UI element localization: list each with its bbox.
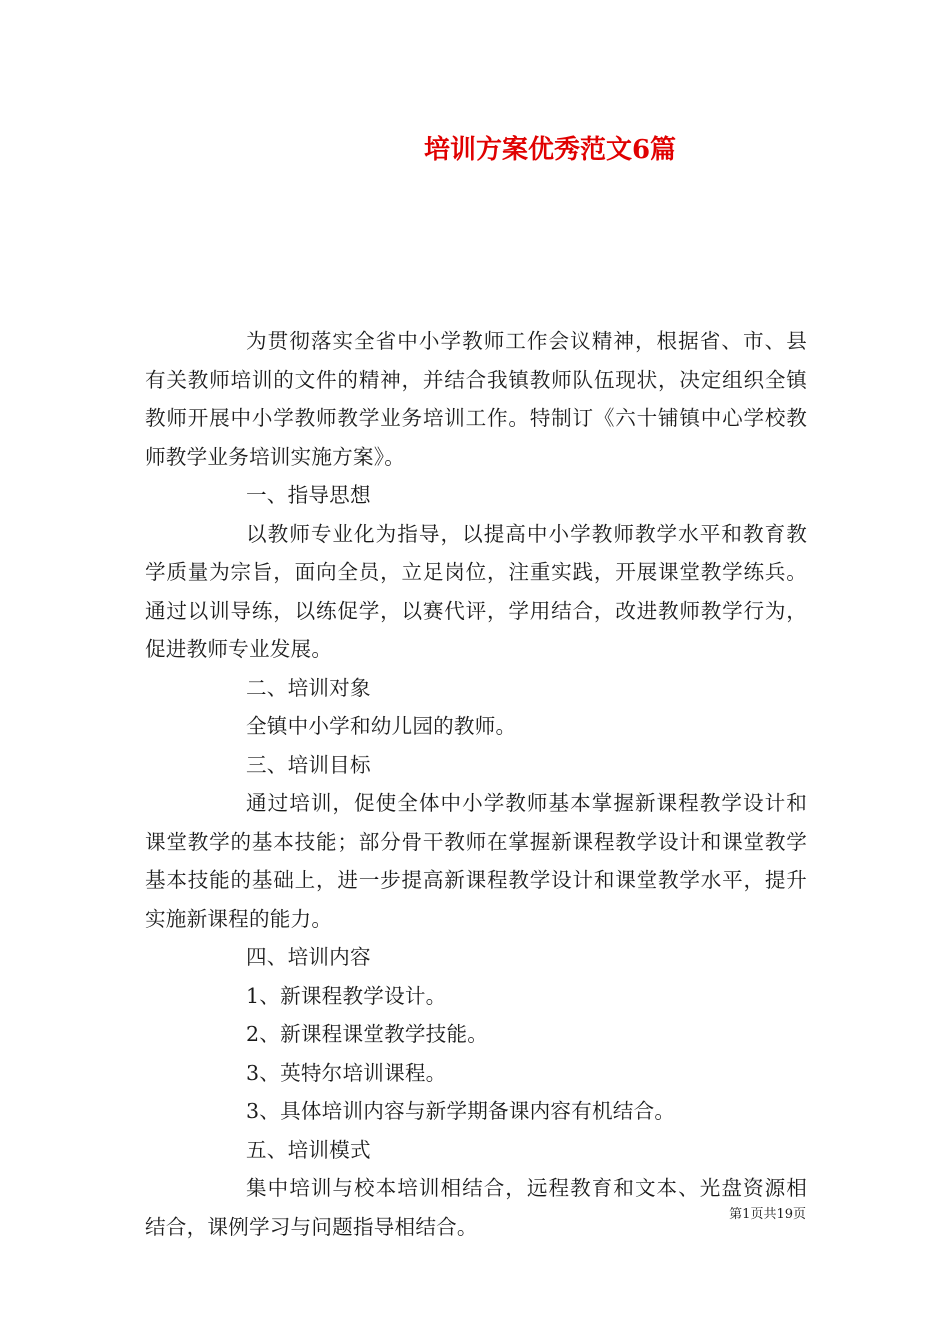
list-item: 3、具体培训内容与新学期备课内容有机结合。 — [246, 1099, 676, 1123]
section-heading-4: 四、培训内容 — [246, 945, 371, 969]
section-heading-3: 三、培训目标 — [246, 752, 371, 777]
paragraph-intro: 为贯彻落实全省中小学教师工作会议精神，根据省、市、县有关教师培训的文件的精神，并结合我镇教师队伍现状，决定组织全镇教师开展中小学教师教学业务培训工作。特制订《六十铺镇中心学校教师教学业务培训实施方案》。 — [145, 329, 807, 469]
paragraph-training-mode: 集中培训与校本培训相结合，远程教育和文本、光盘资源相结合，课例学习与问题指导相结合。 — [145, 1176, 807, 1239]
paragraph-training-goals: 通过培训，促使全体中小学教师基本掌握新课程教学设计和课堂教学的基本技能；部分骨干教师在掌握新课程教学设计和课堂教学基本技能的基础上，进一步提高新课程教学设计和课堂教学水平，提升实施新课程的能力。 — [145, 791, 807, 931]
page-number: 第1页共19页 — [729, 1207, 806, 1222]
paragraph-guiding-thought: 以教师专业化为指导，以提高中小学教师教学水平和教育教学质量为宗旨，面向全员，立足岗位，注重实践，开展课堂教学练兵。通过以训导练，以练促学，以赛代评，学用结合，改进教师教学行为，促进教师专业发展。 — [145, 521, 807, 661]
section-heading-2: 二、培训对象 — [246, 675, 371, 700]
list-item: 3、英特尔培训课程。 — [246, 1060, 447, 1085]
document-body — [145, 322, 807, 1246]
list-item: 2、新课程课堂教学技能。 — [246, 1022, 489, 1046]
paragraph-training-targets: 全镇中小学和幼儿园的教师。 — [246, 714, 517, 738]
document-title: 培训方案优秀范文6篇 — [423, 135, 677, 165]
list-item: 1、新课程教学设计。 — [246, 983, 447, 1008]
section-heading-5: 五、培训模式 — [246, 1137, 371, 1162]
section-heading-1: 一、指导思想 — [246, 483, 371, 507]
